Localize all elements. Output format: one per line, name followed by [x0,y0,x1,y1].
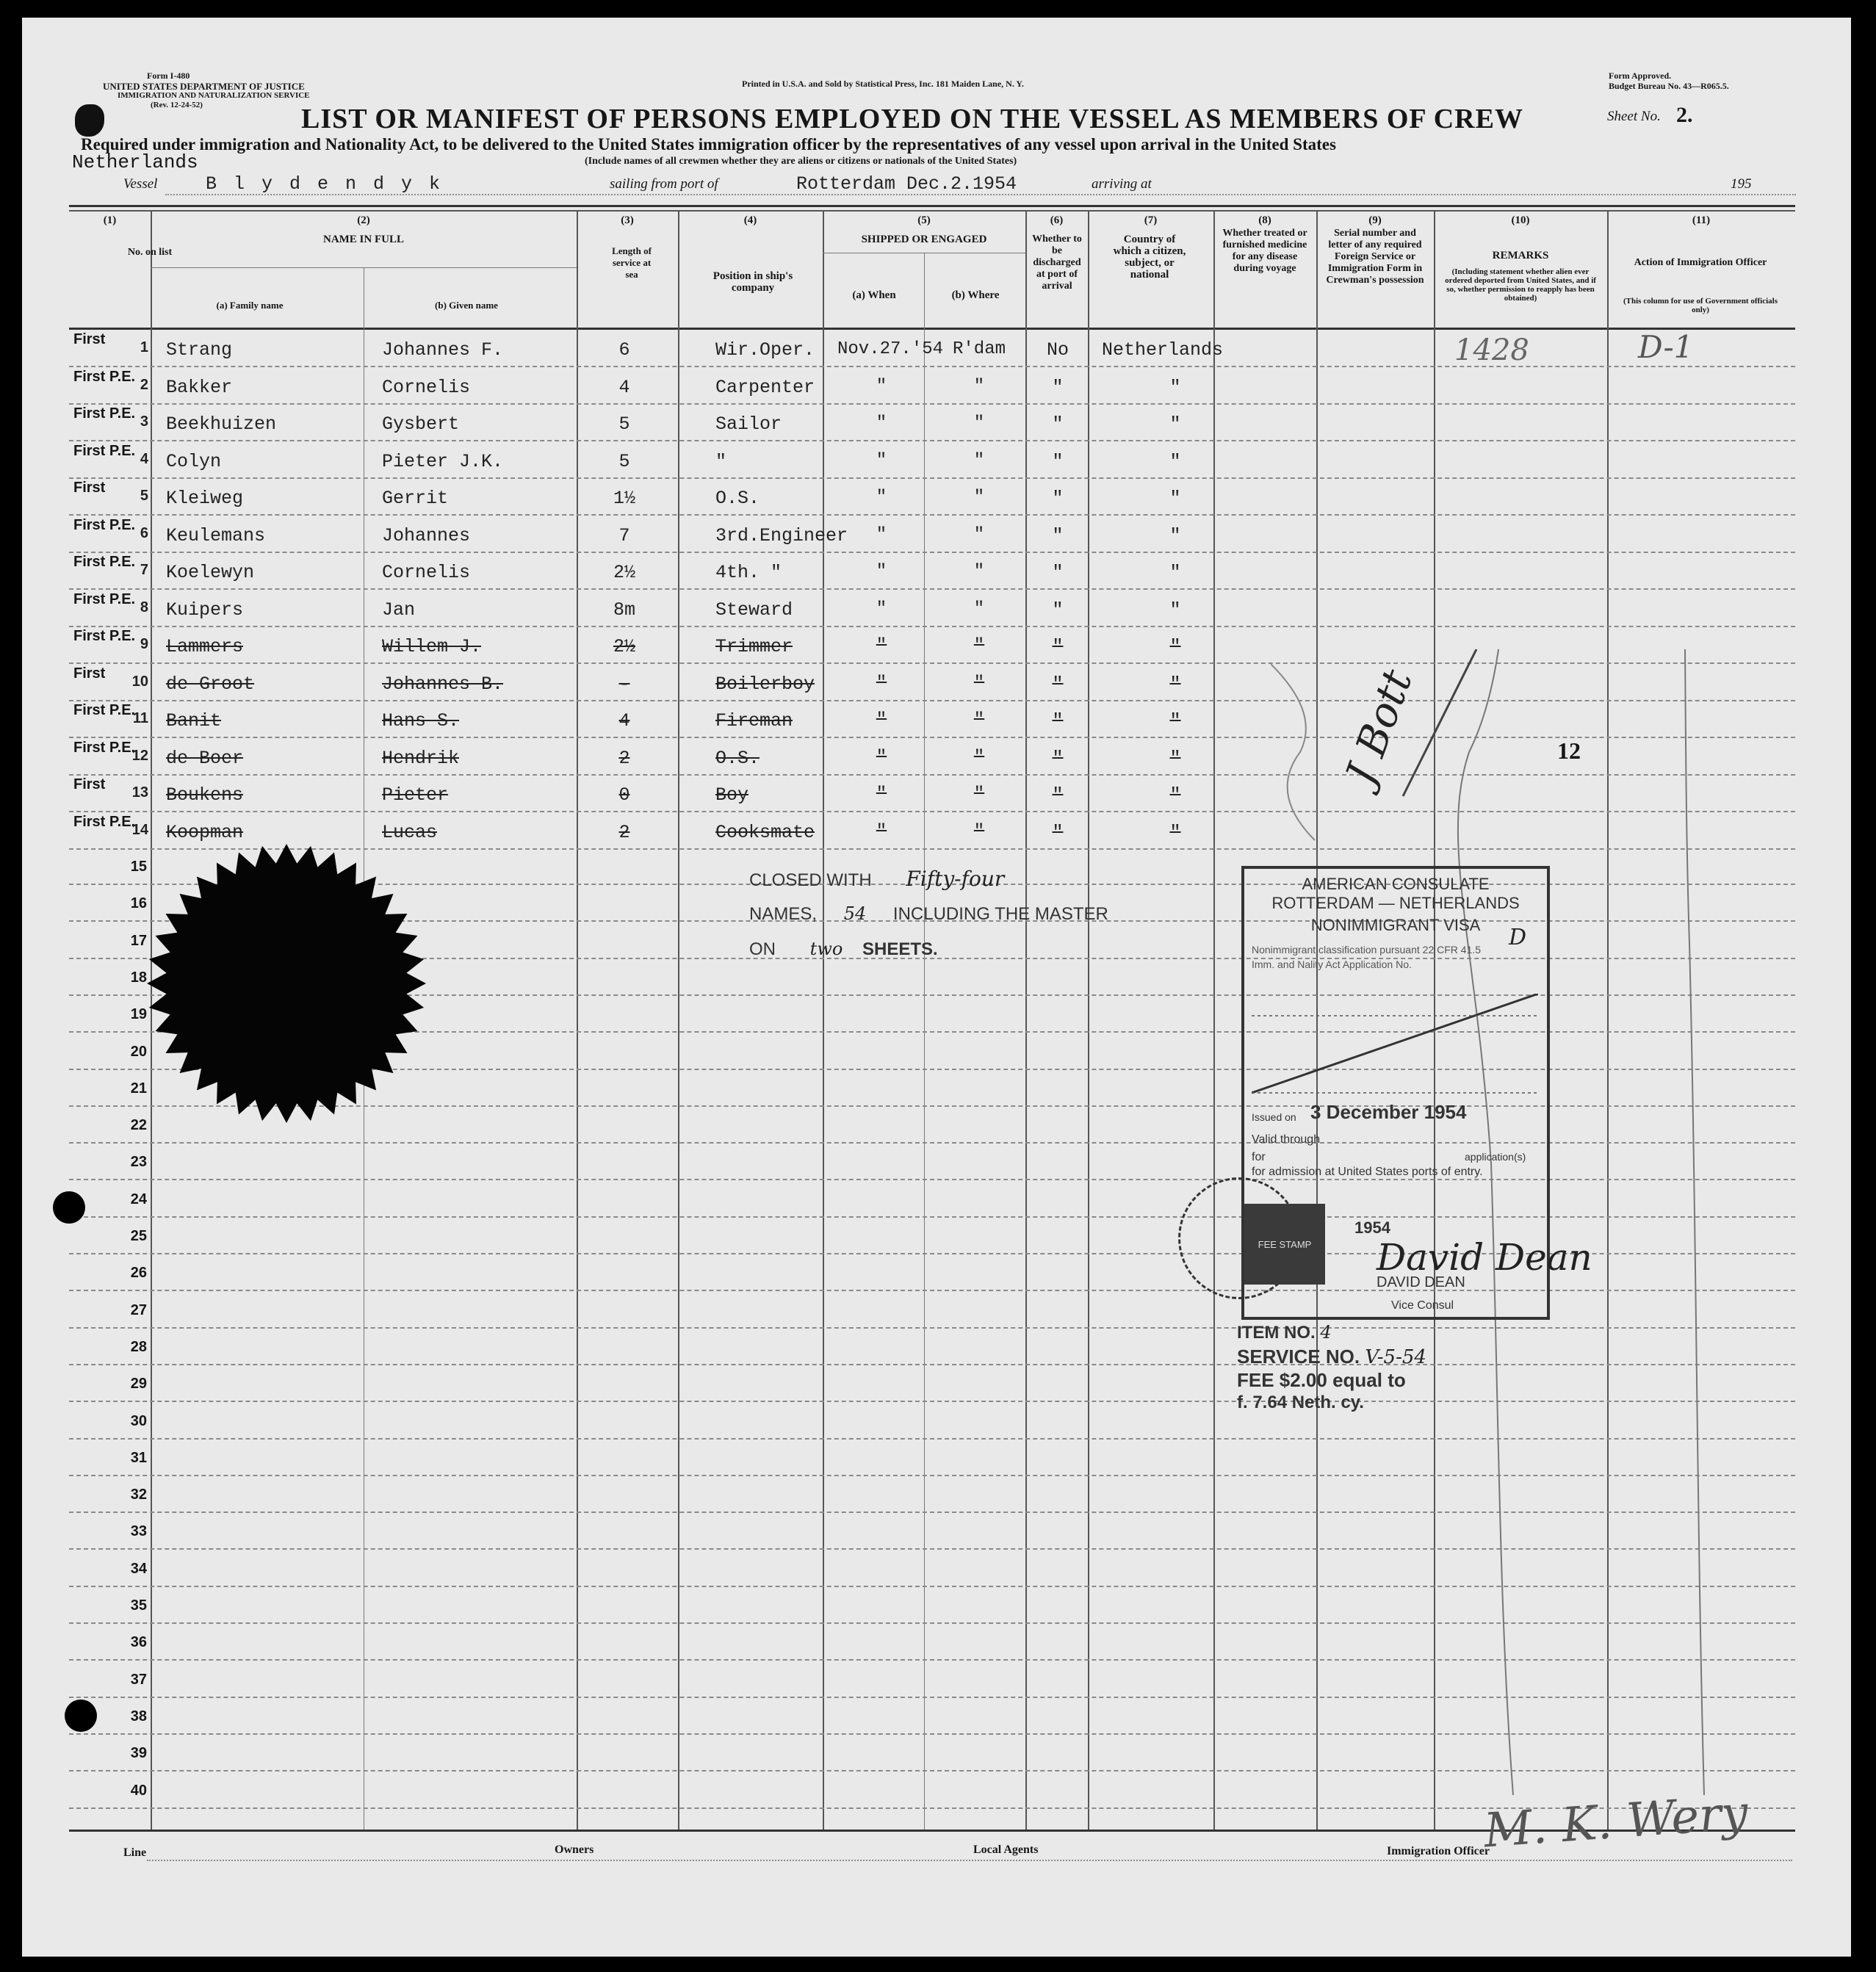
position: O.S. [715,747,760,769]
given-name: Pieter J.K. [382,450,504,472]
col11-num: (11) [1692,214,1711,226]
crew-number: 11 [132,710,148,726]
row-number: 20 [130,1043,147,1060]
discharged: " [1052,413,1064,435]
family-name: de Boer [166,747,244,769]
service-length: 0 [618,784,630,806]
consulate-title: AMERICAN CONSULATE [1302,875,1490,893]
neth-line: f. 7.64 Neth. cy. [1237,1393,1364,1412]
shipped-where: " [973,821,985,842]
shipped-where: " [973,599,985,619]
col10-note: (Including statement whether alien ever ordered deported from United States, and if so, whether permission to reapply has been obtained) [1445,267,1596,303]
position: Boilerboy [715,673,815,695]
consul-name: DAVID DEAN [1377,1274,1465,1290]
shipped-where: " [973,524,985,545]
col2a-header: (a) Family name [216,300,284,311]
form-number: Form I-480 [147,71,190,81]
names-label: NAMES, [749,904,818,924]
row-rule [69,626,1795,627]
col7-header: Country of which a citizen, subject, or national [1113,234,1186,281]
col6-header: Whether to be discharged at port of arrival [1032,234,1082,292]
row-rule [69,477,1795,479]
shipped-where: " [973,747,985,768]
sheet-label: Sheet No. [1607,109,1661,124]
shipped-when: " [876,524,887,545]
fee-line: FEE $2.00 equal to [1237,1369,1406,1391]
given-name: Gysbert [382,413,460,435]
crew-mark: First P.E. [73,554,136,570]
admission-text: for admission at United States ports of entry. [1252,1166,1483,1178]
family-name: Strang [166,339,233,361]
vessel-underline [165,194,1796,195]
family-name: Kuipers [166,599,244,621]
on-label: ON [749,939,776,959]
discharged: " [1052,562,1064,583]
shipped-where: " [973,562,985,582]
closed-count-words: Fifty-four [906,867,1005,891]
cancel-lines [1252,994,1538,1097]
footer-officer: Immigration Officer [1387,1845,1490,1857]
col2-header: NAME IN FULL [322,234,404,245]
country: " [1169,747,1181,769]
service-number: V-5-54 [1365,1346,1426,1368]
footer-underline [147,1860,1792,1861]
row-number: 22 [130,1117,147,1134]
footer-line: Line [123,1846,147,1859]
shipped-when: " [876,413,887,433]
crew-number: 14 [131,821,148,838]
row-number: 32 [130,1487,147,1503]
consulate-city: ROTTERDAM — NETHERLANDS [1271,894,1520,912]
service-length: 8m [613,599,635,621]
row-number: 19 [130,1006,147,1023]
given-name: Johannes [382,524,471,546]
position: O.S. [715,488,760,509]
sheets-count: two [809,939,843,959]
service-label: SERVICE NO. [1237,1346,1360,1368]
position: Fireman [715,710,793,732]
row-rule [69,552,1795,553]
remark-signature: J Bott [1337,663,1422,791]
crew-number: 7 [140,562,148,578]
service-length: 7 [618,524,630,546]
action-code: D-1 [1638,329,1694,365]
discharged: " [1052,450,1064,472]
country: " [1169,488,1181,509]
vessel-label: Vessel [123,176,158,192]
row-number: 16 [130,895,147,912]
crew-number: 6 [140,524,148,541]
given-name: Cornelis [382,376,471,398]
col9-num: (9) [1368,214,1382,226]
service-length: 2½ [613,562,635,583]
service-length: 2 [618,821,630,843]
service-length: 4 [618,376,630,398]
country: Netherlands [1102,339,1224,361]
including-master-label: INCLUDING THE MASTER [892,904,1108,924]
footer-agents: Local Agents [973,1843,1039,1856]
service-length: 2½ [613,636,635,657]
row-number: 25 [130,1228,147,1244]
valid-label: Valid through [1252,1133,1321,1146]
service-length: 4 [618,710,630,732]
position: " [715,450,727,472]
closed-stamp-names [749,903,1108,925]
discharged: " [1052,376,1064,398]
crew-number: 3 [140,413,148,430]
arriving-label: arriving at [1092,176,1152,192]
shipped-where: " [973,488,985,508]
position: Trimmer [715,636,793,657]
required-statement: Required under immigration and Nationality Act, to be delivered to the United States immigration officer by the representatives of any vessel upon arrival in the United States [81,135,1336,154]
shipped-when: " [876,376,887,397]
row-number: 24 [130,1191,147,1207]
row-rule [69,514,1795,516]
position: 4th. " [715,562,782,583]
col6-num: (6) [1050,214,1064,226]
crew-mark: First P.E. [73,442,136,459]
name-subheader-line [151,267,577,268]
service-line [1237,1346,1426,1368]
discharged: " [1052,784,1064,806]
discharged: No [1046,339,1069,361]
col3-header: Length of service at sea [612,245,652,280]
closed-stamp [749,867,1004,891]
shipped-when: " [876,747,887,768]
shipped-where: " [973,673,985,693]
family-name: Kleiweg [166,488,244,509]
family-name: Colyn [166,450,222,472]
row-number: 28 [130,1338,147,1355]
row-number: 26 [130,1265,147,1282]
given-name: Johannes B. [382,673,504,695]
crew-mark: First [73,480,106,496]
closed-with-label: CLOSED WITH [749,870,872,890]
item-line [1237,1322,1332,1343]
crew-mark: First P.E. [73,813,136,830]
row-number: 30 [130,1412,147,1429]
family-name: de Groot [166,673,255,695]
printer-note: Printed in U.S.A. and Sold by Statistical Press, Inc. 181 Maiden Lane, N. Y. [742,79,1024,89]
item-number: 4 [1320,1322,1332,1343]
crew-number: 1 [140,339,148,355]
row-number: 15 [130,859,147,875]
row-rule [69,403,1795,405]
shipped-where: " [973,710,985,730]
service-length: - [618,673,630,695]
given-name: Johannes F. [382,339,504,361]
consulate-visa-stamp [1241,866,1592,1320]
country: " [1169,524,1181,546]
classification-mark: D [1509,925,1527,950]
shipped-when: Nov.27.'54 [837,339,944,359]
header-bottom-border [69,328,1795,330]
consul-title: Vice Consul [1391,1299,1454,1312]
country: " [1169,599,1181,621]
service: IMMIGRATION AND NATURALIZATION SERVICE [118,91,310,100]
crew-number: 13 [131,784,148,801]
service-length: 5 [618,413,630,435]
row-rule [69,588,1795,590]
given-name: Hans S. [382,710,460,732]
row-number: 34 [130,1560,147,1577]
shipped-when: " [876,821,887,842]
col2b-header: (b) Given name [435,300,498,311]
col1-num: (1) [103,214,117,226]
crew-mark: First P.E. [73,739,136,756]
row-number: 33 [130,1523,147,1540]
given-name: Willem J. [382,636,482,657]
col9-header: Serial number and letter of any required Foreign Service or Immigration Form in Crewman's possession [1326,228,1424,286]
col5-header: SHIPPED OR ENGAGED [861,234,987,245]
given-name: Lucas [382,821,438,843]
sheet-number: 2. [1676,103,1693,127]
row-number: 37 [130,1671,147,1688]
shipped-when: " [876,599,887,619]
country: " [1169,784,1181,806]
family-name: Keulemans [166,524,266,546]
sailing-label: sailing from port of [610,176,718,192]
row-number: 40 [130,1782,147,1799]
punch-hole [53,1191,85,1224]
discharged: " [1052,747,1064,769]
crew-mark: First [73,331,106,347]
position: Steward [715,599,793,621]
names-count: 54 [843,903,867,924]
crew-number: 4 [140,450,148,467]
row-number: 23 [130,1154,147,1171]
shipped-where: R'dam [952,339,1006,359]
crew-number: 8 [140,599,148,615]
visa-type: NONIMMIGRANT VISA [1310,916,1481,934]
footer-owners: Owners [555,1843,594,1856]
col5a-header: (a) When [852,289,896,301]
family-name: Boukens [166,784,244,806]
embossed-seal [147,840,426,1127]
port-date: Rotterdam Dec.2.1954 [796,173,1017,195]
service-length: 6 [618,339,630,361]
row-number: 21 [130,1080,147,1097]
crew-mark: First P.E. [73,516,136,533]
col2-num: (2) [357,214,370,226]
row-number: 31 [130,1449,147,1466]
discharged: " [1052,821,1064,843]
col10-num: (10) [1511,214,1530,226]
punch-blot [75,104,104,137]
position: Wir.Oper. [715,339,815,361]
country: " [1169,710,1181,732]
shipped-when: " [876,673,887,693]
punch-hole [65,1700,97,1732]
shipped-when: " [876,710,887,730]
form-approved: Form Approved. [1609,71,1672,81]
service-length: 1½ [613,488,635,509]
col3-num: (3) [621,214,634,226]
stamp-year: 1954 [1354,1218,1390,1237]
position: Cooksmate [715,821,815,843]
position: Boy [715,784,749,806]
country: " [1169,413,1181,435]
shipped-when: " [876,562,887,582]
col11-note: (This column for use of Government officials only) [1623,297,1778,314]
shipped-when: " [876,450,887,471]
crew-number: 10 [131,673,148,690]
item-label: ITEM NO. [1237,1323,1316,1343]
family-name: Banit [166,710,222,732]
discharged: " [1052,599,1064,621]
service-length: 2 [618,747,630,769]
for-label: for [1252,1151,1266,1163]
year-suffix: 195 [1731,176,1752,192]
family-name: Koopman [166,821,244,843]
remark-count: 12 [1557,737,1581,764]
family-name: Beekhuizen [166,413,277,435]
crew-number: 12 [131,747,148,764]
budget-bureau: Budget Bureau No. 43—R065.5. [1609,81,1729,91]
row-rule [69,366,1795,367]
shipped-where: " [973,636,985,656]
service-length: 5 [618,450,630,472]
issued-label: Issued on [1252,1111,1296,1123]
position: Carpenter [715,376,815,398]
family-name: Lammers [166,636,244,657]
crew-number: 9 [140,636,148,652]
applications-label: application(s) [1465,1151,1526,1163]
closed-stamp-sheets [749,939,938,960]
shipped-where: " [973,413,985,433]
table-top-border-2 [69,210,1795,212]
col1-header: No. on list [127,247,173,258]
officer-signature: M. K. Wery [1482,1785,1750,1859]
col8-header: Whether treated or furnished medicine for any disease during voyage [1222,228,1307,274]
col4-num: (4) [743,214,757,226]
given-name: Gerrit [382,488,449,509]
country: " [1169,376,1181,398]
discharged: " [1052,673,1064,695]
crew-mark: First P.E. [73,628,136,644]
crew-mark: First [73,776,106,792]
shipped-where: " [973,784,985,804]
col7-num: (7) [1144,214,1158,226]
vessel-name: B l y d e n d y k [206,173,444,195]
issued-date: 3 December 1954 [1310,1101,1467,1123]
col10-header: REMARKS [1492,250,1549,261]
country: " [1169,636,1181,657]
country: " [1169,821,1181,843]
row-number: 29 [130,1376,147,1393]
page-title: LIST OR MANIFEST OF PERSONS EMPLOYED ON THE VESSEL AS MEMBERS OF CREW [301,104,1523,134]
department: UNITED STATES DEPARTMENT OF JUSTICE [103,81,305,92]
shipped-where: " [973,450,985,471]
given-name: Jan [382,599,416,621]
country: " [1169,673,1181,695]
row-number: 35 [130,1597,147,1614]
crew-mark: First P.E. [73,368,136,385]
given-name: Cornelis [382,562,471,583]
discharged: " [1052,636,1064,657]
crew-number: 5 [140,488,148,504]
country: " [1169,450,1181,472]
position: 3rd.Engineer [715,524,848,546]
manifest-sheet [22,18,1851,1957]
row-number: 39 [130,1745,147,1762]
crew-number: 2 [140,376,148,393]
shipped-when: " [876,784,887,804]
col8-num: (8) [1258,214,1271,226]
given-name: Pieter [382,784,449,806]
family-name: Koelewyn [166,562,255,583]
row-number: 17 [130,932,147,949]
discharged: " [1052,710,1064,732]
position: Sailor [715,413,782,435]
revision: (Rev. 12-24-52) [151,101,203,109]
shipped-when: " [876,636,887,656]
row-rule [69,440,1795,441]
table-top-border [69,205,1795,207]
col5-num: (5) [917,214,931,226]
col5b-header: (b) Where [951,289,1000,301]
crew-mark: First P.E. [73,590,136,607]
include-note: (Include names of all crewmen whether they are aliens or citizens or nationals of the United States) [585,156,1017,167]
col11-header: Action of Immigration Officer [1634,257,1767,268]
family-name: Bakker [166,376,233,398]
crew-mark: First [73,665,106,682]
row-number: 18 [130,969,147,986]
row-number: 36 [130,1634,147,1651]
country: " [1169,562,1181,583]
crew-mark: First P.E. [73,702,136,718]
row-number: 27 [130,1301,147,1318]
remark-number: 1428 [1454,333,1529,367]
fee-stamp: FEE STAMP [1244,1204,1325,1285]
given-name: Hendrik [382,747,460,769]
sheets-label: SHEETS. [862,939,938,959]
crew-mark: First P.E. [73,405,136,422]
discharged: " [1052,488,1064,509]
row-number: 38 [130,1708,147,1724]
classification-text: Nonimmigrant classification pursuant 22 CFR 41.5 Imm. and Nality Act Application No. [1252,944,1482,970]
shipped-when: " [876,488,887,508]
col4-header: Position in ship's company [712,270,793,294]
shipped-where: " [973,376,985,397]
discharged: " [1052,524,1064,546]
consul-signature: David Dean [1377,1236,1592,1279]
country-line: Netherlands [72,151,198,173]
